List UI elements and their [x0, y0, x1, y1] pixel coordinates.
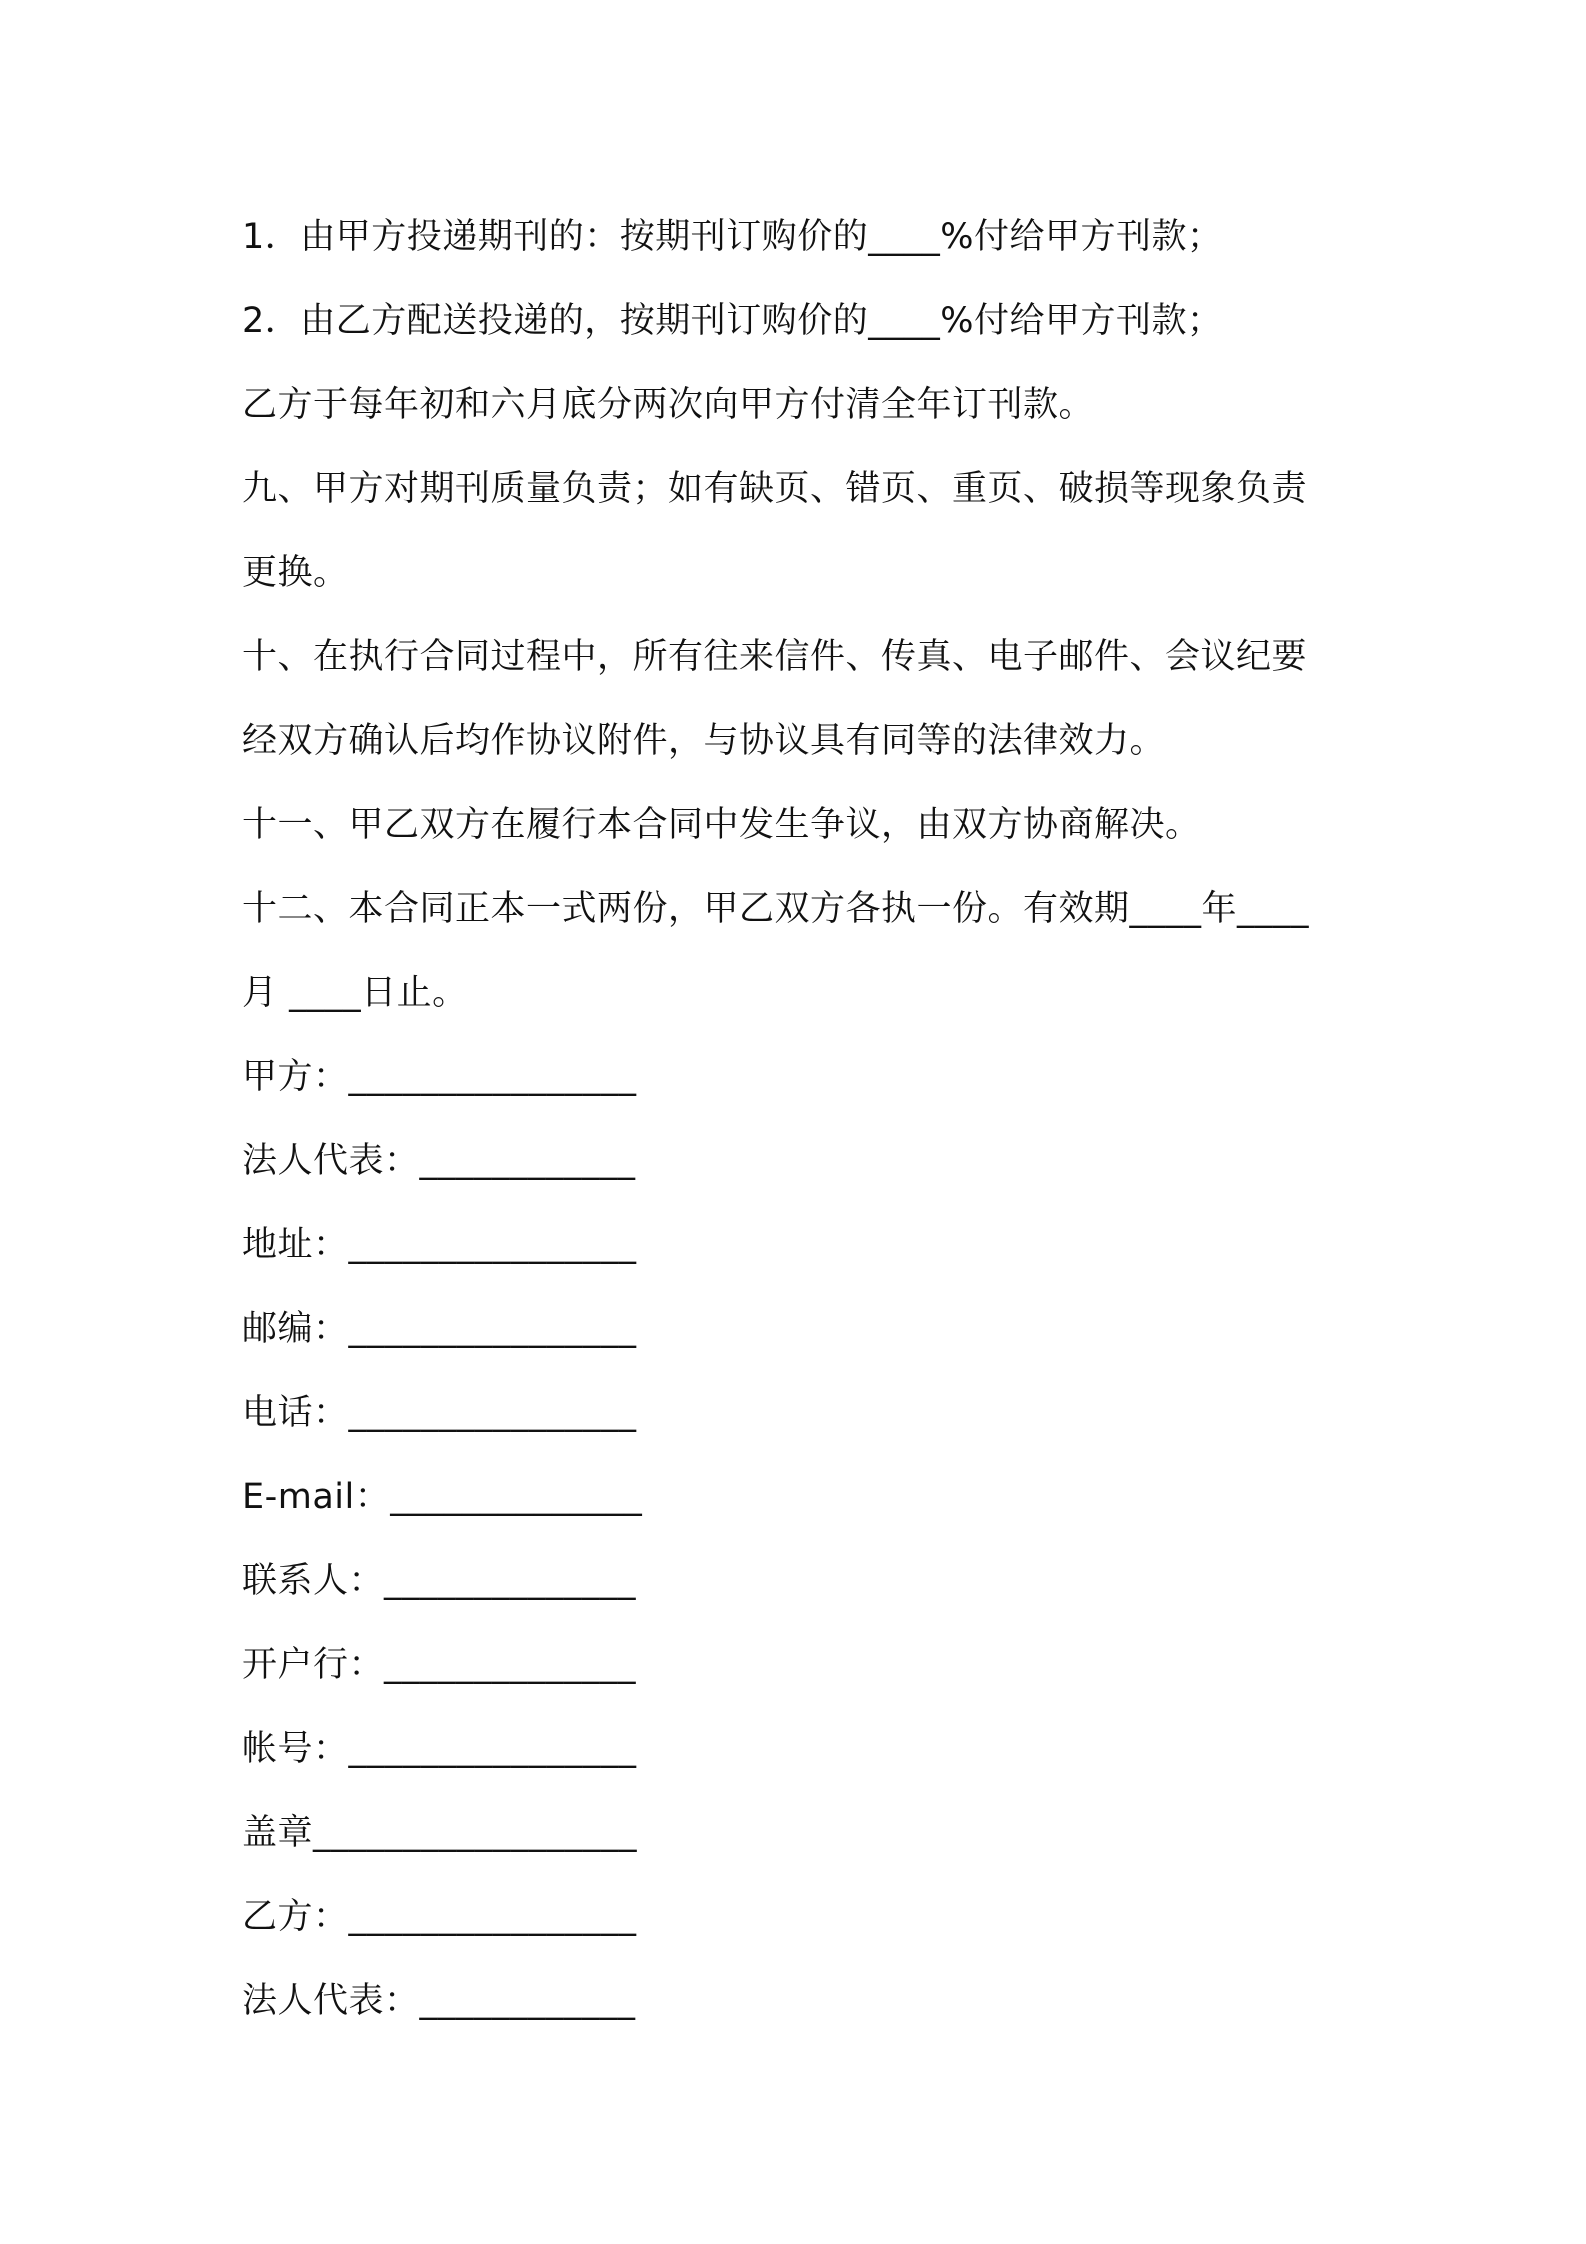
email-field: E-mail：______________: [242, 1477, 643, 1517]
address-field: 地址：________________: [242, 1225, 637, 1265]
clause-ten-line-2: 经双方确认后均作协议附件，与协议具有同等的法律效力。: [242, 721, 1166, 761]
clause-nine-line-1: 九、甲方对期刊质量负责；如有缺页、错页、重页、破损等现象负责: [242, 469, 1308, 509]
clause-eleven: 十一、甲乙双方在履行本合同中发生争议，由双方协商解决。: [242, 805, 1201, 845]
bank-field: 开户行：______________: [242, 1645, 637, 1685]
party-b-field: 乙方：________________: [242, 1897, 637, 1937]
account-number-field: 帐号：________________: [242, 1729, 637, 1769]
seal-field: 盖章__________________: [242, 1813, 638, 1853]
phone-field: 电话：________________: [242, 1393, 637, 1433]
postcode-field: 邮编：________________: [242, 1309, 637, 1349]
clause-nine-line-2: 更换。: [242, 553, 349, 593]
clause-twelve-line-1: 十二、本合同正本一式两份，甲乙双方各执一份。有效期____年____: [242, 889, 1310, 929]
party-b-legal-rep-field: 法人代表：____________: [242, 1981, 636, 2021]
clause-twelve-line-2: 月 ____日止。: [242, 973, 468, 1013]
clause-ten-line-1: 十、在执行合同过程中，所有往来信件、传真、电子邮件、会议纪要: [242, 637, 1308, 677]
party-a-field: 甲方：________________: [242, 1057, 637, 1097]
clause-payment-schedule: 乙方于每年初和六月底分两次向甲方付清全年订刊款。: [242, 385, 1095, 425]
clause-payment-2: 2．由乙方配送投递的，按期刊订购价的____%付给甲方刊款；: [242, 301, 1223, 341]
clause-payment-1: 1．由甲方投递期刊的：按期刊订购价的____%付给甲方刊款；: [242, 217, 1223, 257]
party-a-legal-rep-field: 法人代表：____________: [242, 1141, 636, 1181]
contact-person-field: 联系人：______________: [242, 1561, 637, 1601]
contract-body: [242, 195, 1362, 2043]
